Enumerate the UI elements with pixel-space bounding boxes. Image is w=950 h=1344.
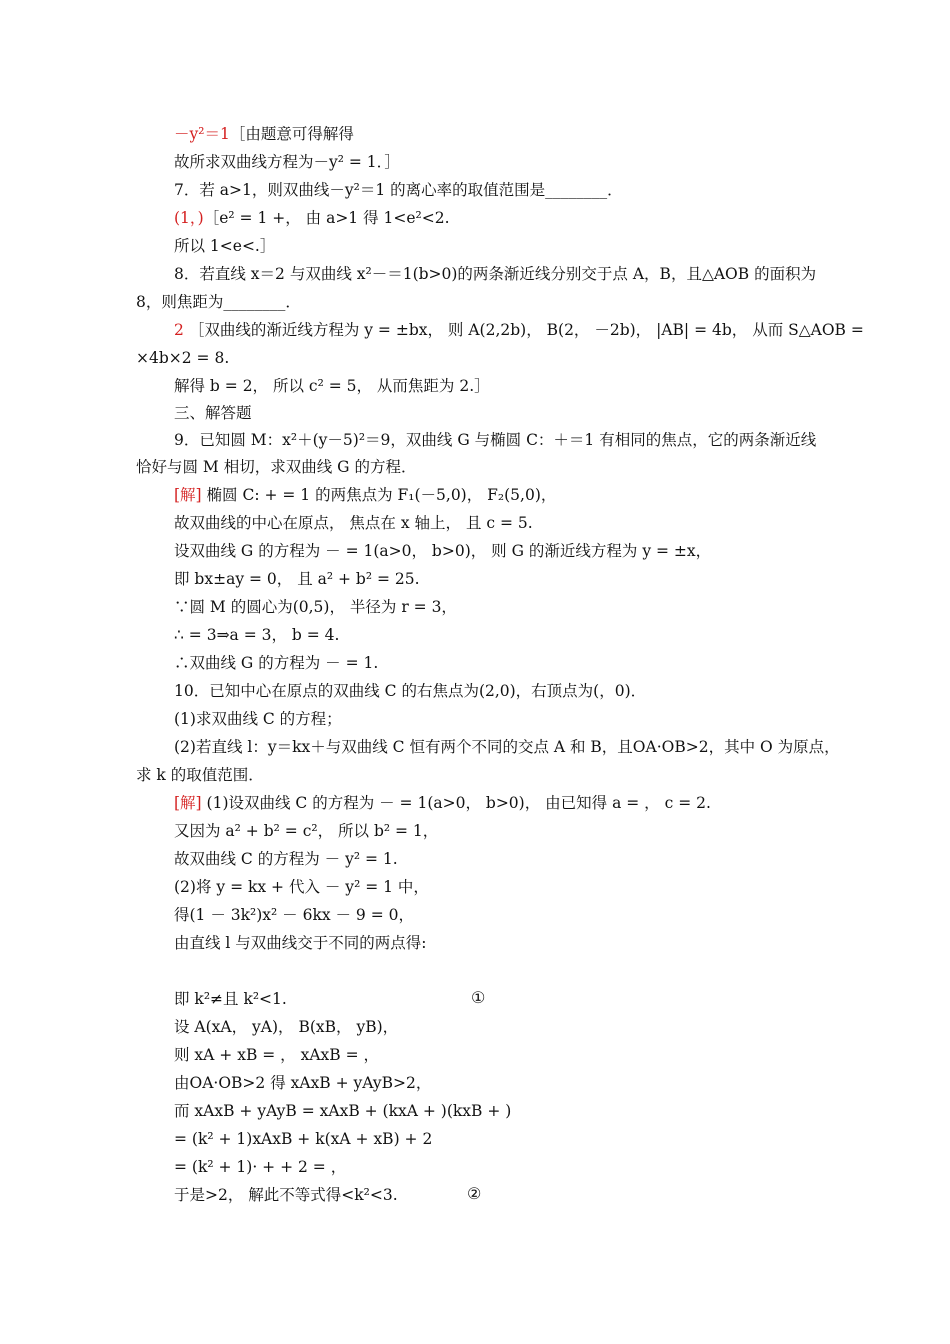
answer-red: 2 [174,321,184,339]
text-line: = (k² + 1)· + + 2 = ， [174,1158,347,1176]
question-8: 8．若直线 x＝2 与双曲线 x²－＝1(b>0)的两条渐近线分别交于点 A，B，且△AOB 的面积为 [174,265,817,283]
question-10: 10．已知中心在原点的双曲线 C 的右焦点为(2,0)，右顶点为(，0)． [174,682,647,700]
solution-label: [解] [174,486,202,504]
question-10-cont: 求 k 的取值范围． [136,766,264,784]
text-line: 而 xAxB + yAyB = xAxB + (kxA + )(kxB + ) [174,1102,512,1120]
solution-label: [解] [174,794,202,812]
text-line: 即 k²≠且 k²<1. [174,990,287,1008]
solution-10-start: [解] (1)设双曲线 C 的方程为 － = 1(a>0， b>0)， 由已知得 a = ， c = 2. [174,794,711,812]
line-answer-7: (1，)［e² = 1 +， 由 a>1 得 1<e²<2. [174,209,450,227]
answer-red: －y²＝1 [174,125,230,143]
text-line: 由直线 l 与双曲线交于不同的两点得: [174,934,427,952]
circled-marker-2: ② [467,1184,482,1203]
line-answer-6: －y²＝1［由题意可得解得 [174,125,354,143]
text-line: 即 bx±ay = 0， 且 a² + b² = 25. [174,570,420,588]
section-heading: 三、解答题 [174,404,252,422]
text-line: (2)将 y = kx + 代入 － y² = 1 中， [174,878,429,896]
text-line: 由OA·OB>2 得 xAxB + yAyB>2， [174,1074,432,1092]
text-line: 又因为 a² + b² = c²， 所以 b² = 1， [174,822,439,840]
question-7: 7．若 a>1，则双曲线－y²＝1 的离心率的取值范围是________． [174,181,623,199]
text-line: = (k² + 1)xAxB + k(xA + xB) + 2 [174,1130,433,1148]
line-answer-8: 2 ［双曲线的渐近线方程为 y = ±bx， 则 A(2,2b)， B(2， －2b)， |AB| = 4b， 从而 S△AOB = [174,321,864,339]
text-line: ∵圆 M 的圆心为(0,5)， 半径为 r = 3， [174,598,457,616]
text-line: ∴ = 3⇒a = 3， b = 4. [174,626,340,644]
text-line: 得(1 － 3k²)x² － 6kx － 9 = 0， [174,906,415,924]
text-line: 则 xA + xB = ， xAxB = ， [174,1046,380,1064]
question-10-part-2: (2)若直线 l：y＝kx＋与双曲线 C 恒有两个不同的交点 A 和 B，且OA·OB>2，其中 O 为原点， [174,738,840,756]
question-8-cont: 8，则焦距为________． [136,293,301,311]
answer-red: (1，) [174,209,204,227]
text-line: 解得 b = 2， 所以 c² = 5， 从而焦距为 2.］ [174,377,490,395]
text-line: 故所求双曲线方程为－y² = 1．］ [174,153,400,171]
text-line: ∴双曲线 G 的方程为 － = 1. [174,654,379,672]
circled-marker-1: ① [471,988,486,1007]
question-9-cont: 恰好与圆 M 相切，求双曲线 G 的方程． [136,458,417,476]
solution-9-start: [解] 椭圆 C: + = 1 的两焦点为 F₁(－5,0)， F₂(5,0)， [174,486,557,504]
text-line: ×4b×2 = 8. [136,349,230,367]
text-line: 故双曲线 C 的方程为 － y² = 1. [174,850,398,868]
text-line: 设双曲线 G 的方程为 － = 1(a>0， b>0)， 则 G 的渐近线方程为 y = ±x， [174,542,712,560]
question-10-part-1: (1)求双曲线 C 的方程； [174,710,342,728]
text-line: 所以 1<e<.］ [174,237,276,255]
question-9: 9．已知圆 M：x²＋(y－5)²＝9，双曲线 G 与椭圆 C：＋＝1 有相同的焦点，它的两条渐近线 [174,431,817,449]
text-line: 设 A(xA， yA)， B(xB， yB)， [174,1018,399,1036]
text-line: 故双曲线的中心在原点， 焦点在 x 轴上， 且 c = 5. [174,514,533,532]
text-line: 于是>2， 解此不等式得<k²<3. [174,1186,398,1204]
